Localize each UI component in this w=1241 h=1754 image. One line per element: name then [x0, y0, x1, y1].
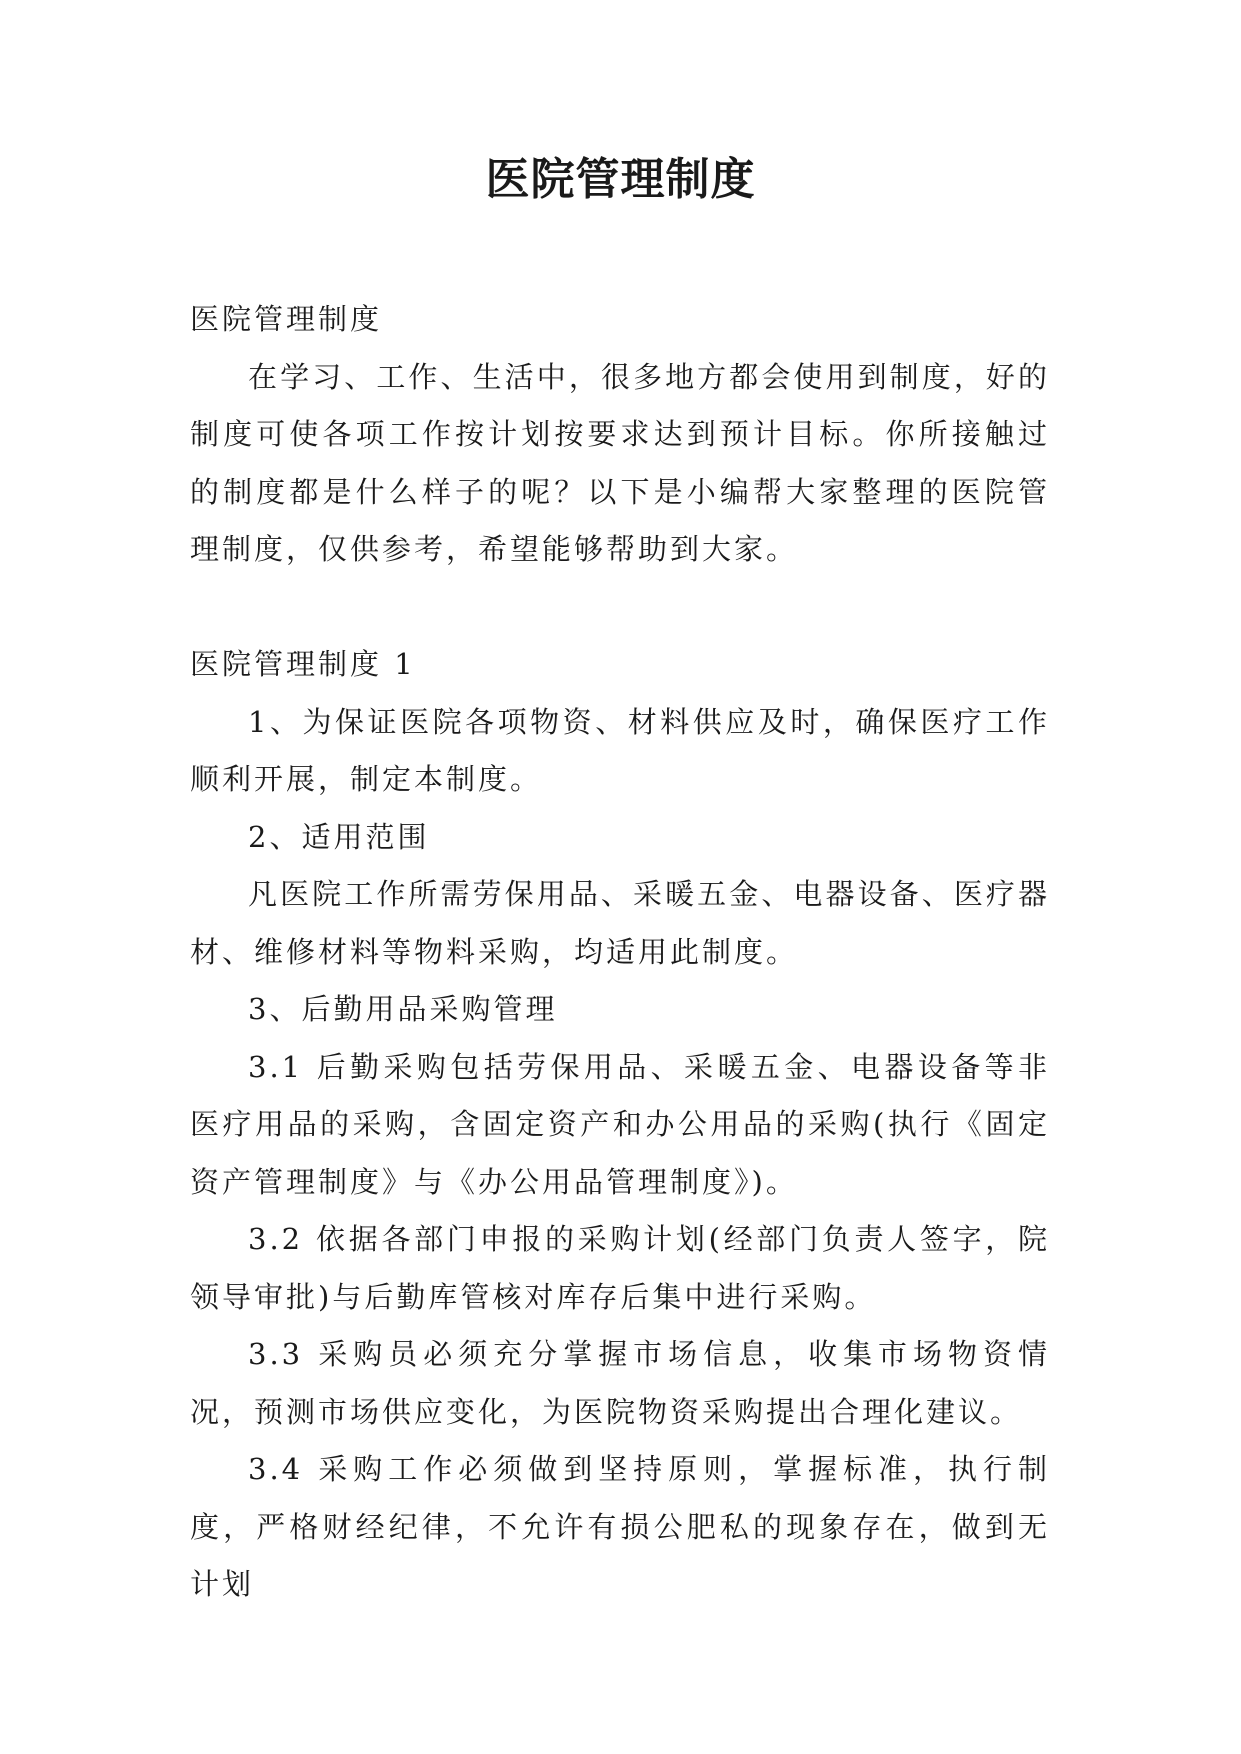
- document-title: 医院管理制度: [485, 154, 756, 205]
- paragraph: 3.3 采购员必须充分掌握市场信息，收集市场物资情况，预测市场供应变化，为医院物资采购提出合理化建议。: [190, 1337, 1050, 1429]
- paragraph: 3、后勤用品采购管理: [248, 992, 558, 1026]
- paragraph: 1、为保证医院各项物资、材料供应及时，确保医疗工作顺利开展，制定本制度。: [190, 704, 1050, 796]
- section-heading: 医院管理制度 1: [190, 647, 416, 681]
- paragraph: 3.2 依据各部门申报的采购计划(经部门负责人签字，院领导审批)与后勤库管核对库存后集中进行采购。: [190, 1222, 1050, 1314]
- paragraph: 3.1 后勤采购包括劳保用品、采暖五金、电器设备等非医疗用品的采购，含固定资产和办公用品的采购(执行《固定资产管理制度》与《办公用品管理制度》)。: [190, 1049, 1050, 1199]
- intro-paragraph: 在学习、工作、生活中，很多地方都会使用到制度，好的制度可使各项工作按计划按要求达到预计目标。你所接触过的制度都是什么样子的呢？以下是小编帮大家整理的医院管理制度，仅供参考，希望能够帮助到大家。: [190, 359, 1050, 566]
- paragraph: 2、适用范围: [248, 819, 430, 854]
- paragraph: 凡医院工作所需劳保用品、采暖五金、电器设备、医疗器材、维修材料等物料采购，均适用此制度。: [190, 877, 1050, 969]
- document-body: [190, 291, 1050, 1614]
- paragraph: 3.4 采购工作必须做到坚持原则，掌握标准，执行制度，严格财经纪律，不允许有损公肥私的现象存在，做到无计划: [190, 1452, 1050, 1601]
- intro-heading: 医院管理制度: [190, 302, 383, 336]
